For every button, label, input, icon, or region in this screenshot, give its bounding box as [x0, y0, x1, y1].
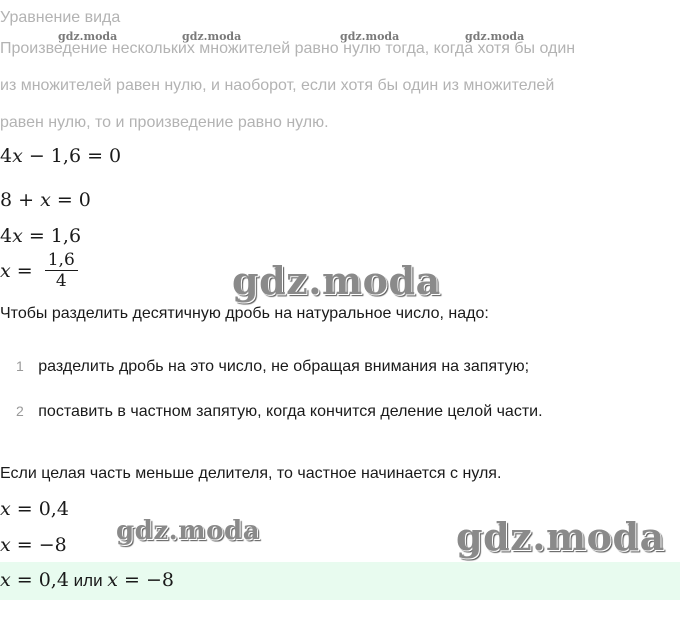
list-item [16, 358, 529, 376]
watermark-small: gdz.moda [340, 30, 400, 43]
watermark-large: gdz.moda [116, 516, 261, 546]
fraction [45, 251, 78, 291]
list-item-number: 2 [16, 403, 24, 419]
rule-line-2: из множителей равен нулю, и наоборот, если хотя бы один из множителей [0, 77, 555, 94]
division-rule-note: Если целая часть меньше делителя, то частное начинается с нуля. [0, 465, 502, 482]
watermark-large: gdz.moda [232, 258, 441, 303]
equation-1: 4x − 1,6 = 0 [0, 145, 122, 167]
result-2: x = −8 [0, 534, 67, 556]
equation-3: 4x = 1,6 [0, 225, 82, 247]
equation-2: 8 + x = 0 [0, 189, 91, 211]
fraction-numerator: 1,6 [45, 251, 78, 271]
division-rule-intro: Чтобы разделить десятичную дробь на натуральное число, надо: [0, 305, 489, 322]
equation-4: x = $\frac{1,6}{4}$ [0, 251, 78, 291]
watermark-small: gdz.moda [182, 30, 242, 43]
intro-title: Уравнение вида [0, 9, 121, 26]
list-item-text: разделить дробь на это число, не обращая внимания на запятую; [38, 358, 530, 375]
final-answer: x = 0,4 или x = −8 [0, 569, 175, 591]
watermark-small: gdz.moda [465, 30, 525, 43]
list-item-text: поставить в частном запятую, когда кончится деление целой части. [38, 403, 543, 420]
rule-line-3: равен нулю, то и произведение равно нулю. [0, 114, 329, 131]
result-1: x = 0,4 [0, 498, 69, 520]
list-item-number: 1 [16, 358, 24, 374]
fraction-denominator: 4 [55, 271, 67, 291]
watermark-large: gdz.moda [456, 514, 665, 559]
watermark-small: gdz.moda [58, 30, 118, 43]
rule-line-1: Произведение нескольких множителей равно нулю тогда, когда хотя бы один [0, 40, 576, 57]
list-item [16, 403, 543, 421]
